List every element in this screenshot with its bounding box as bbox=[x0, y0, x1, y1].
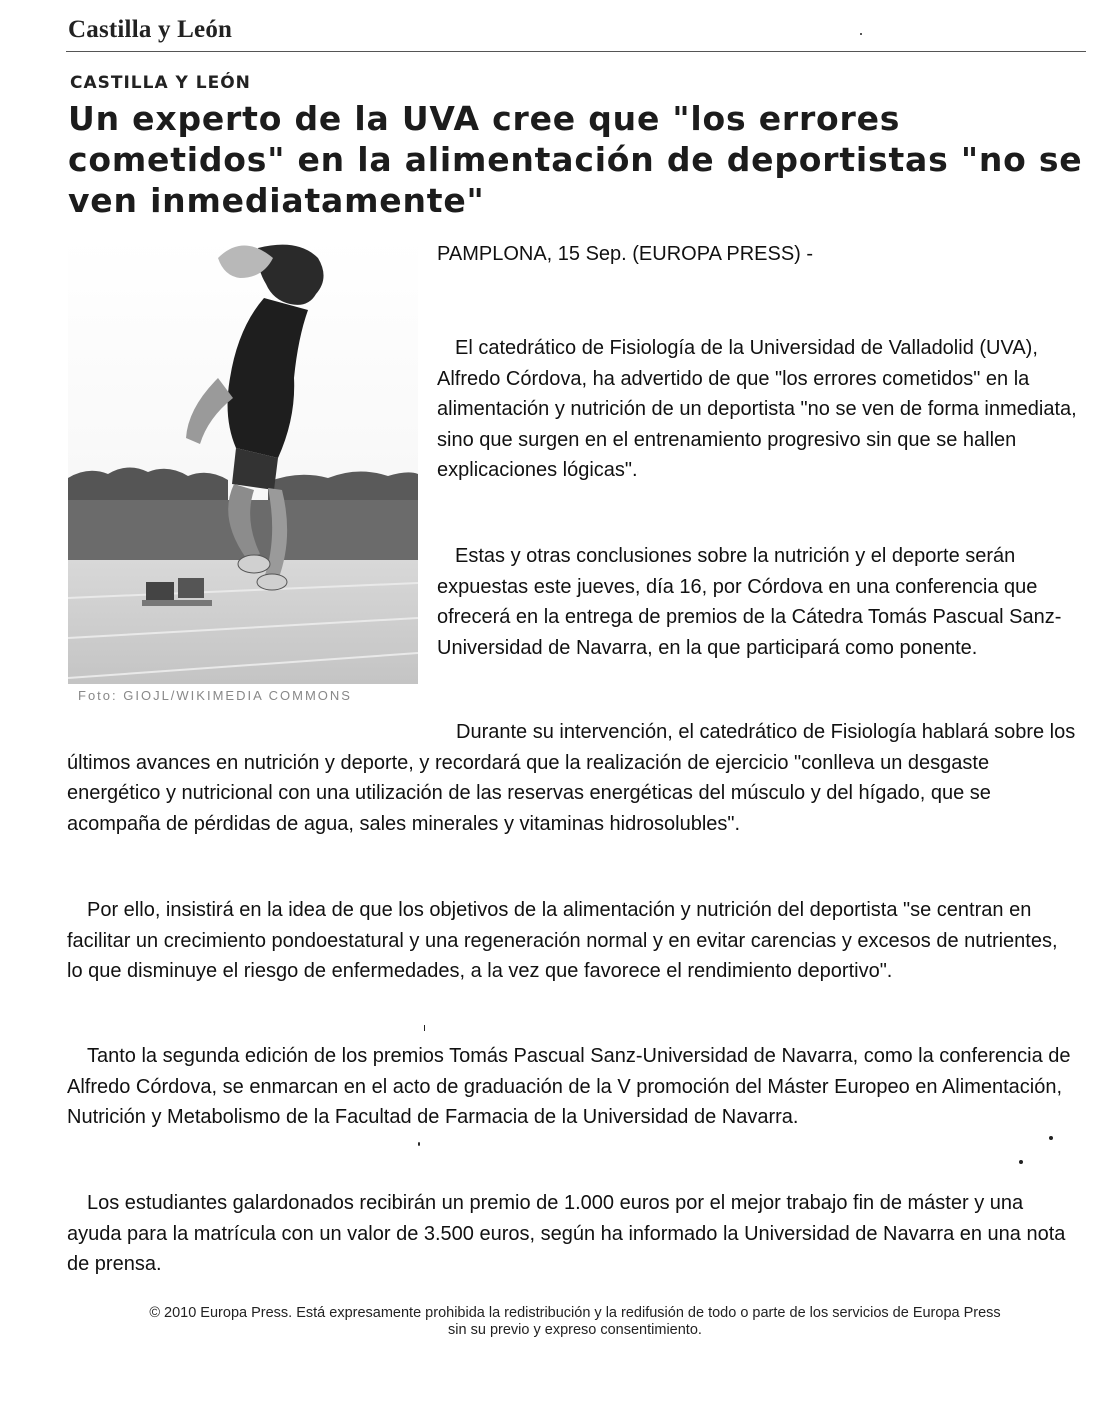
photo-credit: Foto: GIOJL/WIKIMEDIA COMMONS bbox=[78, 688, 352, 703]
section-header-title: Castilla y León bbox=[68, 16, 233, 43]
article-paragraph: Los estudiantes galardonados recibirán un premio de 1.000 euros por el mejor trabajo fin de máster y una ayuda para la matrícula con un valor de 3.500 euros, según ha informado la Universidad de Navarra en una nota de prensa. bbox=[67, 1192, 1066, 1275]
article-headline: Un experto de la UVA cree que "los errores cometidos" en la alimentación de deportistas "no se ven inmediatamente" bbox=[68, 99, 1083, 220]
article-paragraph: Durante su intervención, el catedrático de Fisiología hablará sobre los últimos avances en nutrición y deporte, y recordará que la realización de ejercicio "conlleva un desgaste energético y nutricional con una utilización de las reservas energéticas del músculo y del hígado, que se acompaña de pérdidas de agua, sales minerales y vitaminas hidrosolubles". bbox=[67, 721, 1076, 835]
copyright-line: sin su previo y expreso consentimiento. bbox=[448, 1322, 702, 1338]
scan-speck bbox=[424, 1025, 425, 1031]
scan-speck bbox=[860, 33, 862, 35]
section-label: CASTILLA Y LEÓN bbox=[70, 73, 251, 93]
article-paragraph: El catedrático de Fisiología de la Universidad de Valladolid (UVA), Alfredo Córdova, ha advertido de que "los errores cometidos" en la alimentación y nutrición de un deportista "no se ven de forma inmediata, sino que surgen en el entrenamiento progresivo sin que se hallen explicaciones lógicas". bbox=[437, 337, 1077, 481]
sprinter-starting-block-photo bbox=[68, 238, 418, 684]
article-paragraph: Por ello, insistirá en la idea de que los objetivos de la alimentación y nutrición del deportista "se centran en facilitar un crecimiento pondoestatural y una regeneración normal y en evitar carencias y excesos de nutrientes, lo que disminuye el riesgo de enfermedades, a la vez que favorece el rendimiento deportivo". bbox=[67, 899, 1058, 982]
article-paragraph: Estas y otras conclusiones sobre la nutrición y el deporte serán expuestas este jueves, día 16, por Córdova en una conferencia que ofrecerá en la entrega de premios de la Cátedra Tomás Pascual Sanz-Universidad de Navarra, en la que participará como ponente. bbox=[437, 545, 1062, 659]
scan-speck bbox=[418, 1142, 420, 1146]
article-dateline: PAMPLONA, 15 Sep. (EUROPA PRESS) - bbox=[437, 243, 814, 265]
article-paragraph: Tanto la segunda edición de los premios Tomás Pascual Sanz-Universidad de Navarra, como la conferencia de Alfredo Córdova, se enmarcan en el acto de graduación de la V promoción del Máster Europeo en Alimentación, Nutrición y Metabolismo de la Facultad de Farmacia de la Universidad de Navarra. bbox=[67, 1045, 1071, 1128]
header-divider bbox=[66, 51, 1086, 52]
scan-speck bbox=[1019, 1160, 1023, 1164]
copyright-line: © 2010 Europa Press. Está expresamente prohibida la redistribución y la redifusión de todo o parte de los servicios de Europa Press bbox=[149, 1305, 1001, 1321]
scan-speck bbox=[1049, 1136, 1053, 1140]
copyright-footer bbox=[60, 1305, 1090, 1339]
